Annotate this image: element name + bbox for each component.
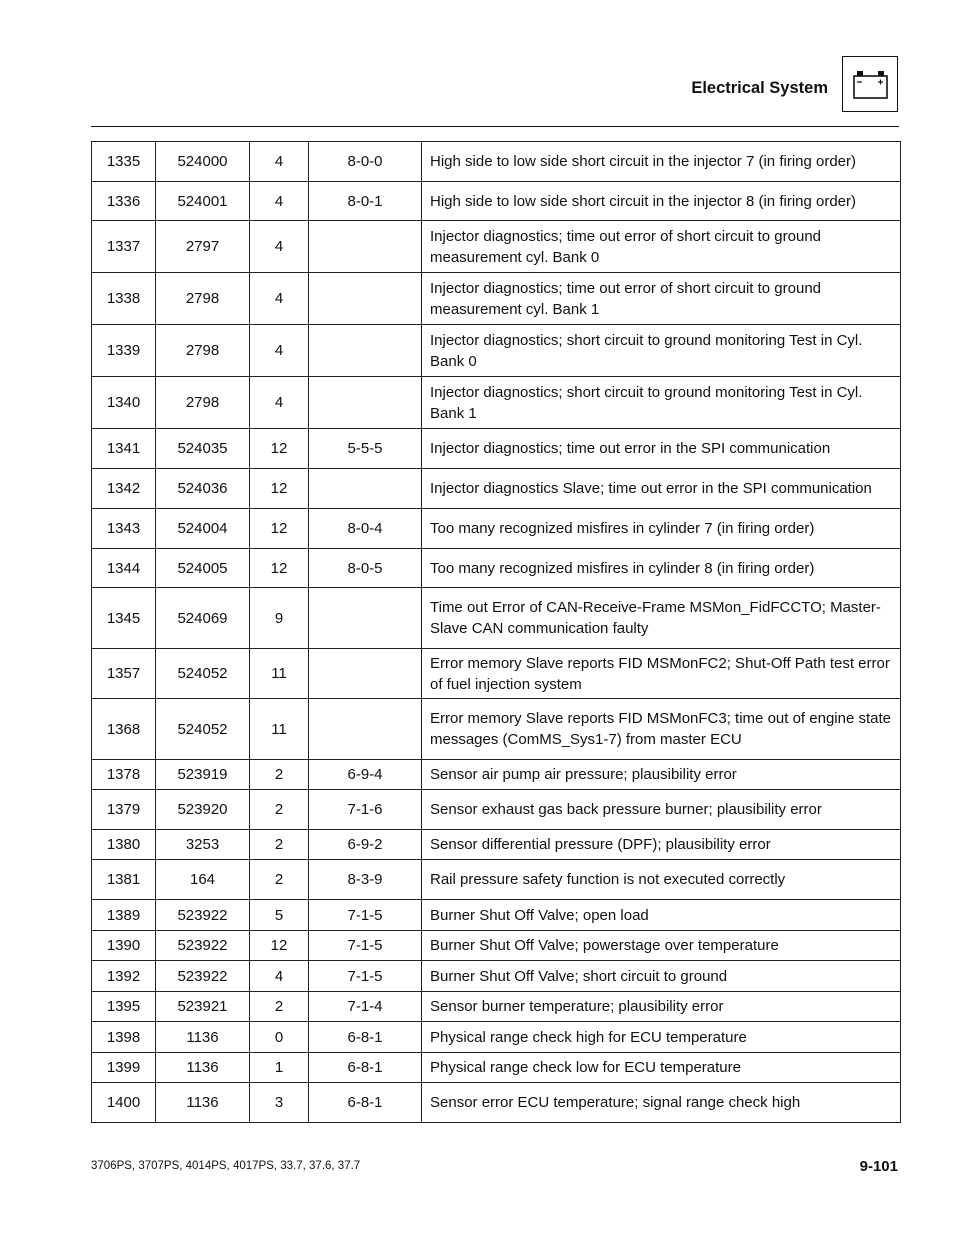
- fault-code-cell: 1368: [92, 699, 156, 760]
- spn-cell: 1136: [156, 1053, 250, 1083]
- page-number: 9-101: [859, 1158, 898, 1175]
- blink-code-cell: 7-1-5: [309, 931, 422, 961]
- description-cell: Sensor error ECU temperature; signal range check high: [422, 1083, 901, 1123]
- description-cell: Error memory Slave reports FID MSMonFC3; time out of engine state messages (ComMS_Sys1-7) from master ECU: [422, 699, 901, 760]
- blink-code-cell: 6-9-4: [309, 760, 422, 790]
- table-row: [92, 900, 901, 931]
- fault-code-cell: 1398: [92, 1022, 156, 1053]
- blink-code-cell: 8-0-1: [309, 182, 422, 221]
- table-row: [92, 790, 901, 830]
- description-cell: Injector diagnostics; short circuit to ground monitoring Test in Cyl. Bank 0: [422, 325, 901, 377]
- table-row: [92, 830, 901, 860]
- fault-code-table: [91, 141, 901, 1123]
- description-cell: Error memory Slave reports FID MSMonFC2; Shut-Off Path test error of fuel injection system: [422, 649, 901, 699]
- blink-code-cell: 6-8-1: [309, 1083, 422, 1123]
- fmi-cell: 0: [250, 1022, 309, 1053]
- spn-cell: 3253: [156, 830, 250, 860]
- table-row: [92, 961, 901, 992]
- table-row: [92, 325, 901, 377]
- footer-models: 3706PS, 3707PS, 4014PS, 4017PS, 33.7, 37.6, 37.7: [91, 1160, 361, 1172]
- spn-cell: 523920: [156, 790, 250, 830]
- table-row: [92, 588, 901, 649]
- spn-cell: 524069: [156, 588, 250, 649]
- spn-cell: 524005: [156, 549, 250, 588]
- fault-code-table-body: [92, 142, 901, 1123]
- fmi-cell: 3: [250, 1083, 309, 1123]
- fmi-cell: 11: [250, 699, 309, 760]
- fmi-cell: 12: [250, 469, 309, 509]
- fault-code-cell: 1395: [92, 992, 156, 1022]
- fmi-cell: 2: [250, 790, 309, 830]
- table-row: [92, 760, 901, 790]
- fmi-cell: 12: [250, 549, 309, 588]
- blink-code-cell: 7-1-4: [309, 992, 422, 1022]
- fault-code-cell: 1338: [92, 273, 156, 325]
- table-row: [92, 549, 901, 588]
- description-cell: Time out Error of CAN-Receive-Frame MSMon_FidFCCTO; Master-Slave CAN communication faulty: [422, 588, 901, 649]
- blink-code-cell: 8-0-0: [309, 142, 422, 182]
- fmi-cell: 9: [250, 588, 309, 649]
- fmi-cell: 4: [250, 182, 309, 221]
- table-row: [92, 649, 901, 699]
- blink-code-cell: 5-5-5: [309, 429, 422, 469]
- description-cell: Sensor air pump air pressure; plausibility error: [422, 760, 901, 790]
- section-title: Electrical System: [691, 79, 828, 97]
- fault-code-cell: 1379: [92, 790, 156, 830]
- table-row: [92, 931, 901, 961]
- fault-code-cell: 1339: [92, 325, 156, 377]
- spn-cell: 2798: [156, 273, 250, 325]
- blink-code-cell: [309, 469, 422, 509]
- fault-code-cell: 1392: [92, 961, 156, 992]
- blink-code-cell: 7-1-5: [309, 900, 422, 931]
- blink-code-cell: 6-8-1: [309, 1022, 422, 1053]
- description-cell: Rail pressure safety function is not executed correctly: [422, 860, 901, 900]
- description-cell: Injector diagnostics; time out error of short circuit to ground measurement cyl. Bank 1: [422, 273, 901, 325]
- description-cell: Sensor exhaust gas back pressure burner; plausibility error: [422, 790, 901, 830]
- spn-cell: 2798: [156, 377, 250, 429]
- blink-code-cell: 8-0-5: [309, 549, 422, 588]
- spn-cell: 524035: [156, 429, 250, 469]
- fmi-cell: 2: [250, 860, 309, 900]
- fault-code-cell: 1335: [92, 142, 156, 182]
- fmi-cell: 1: [250, 1053, 309, 1083]
- spn-cell: 523919: [156, 760, 250, 790]
- description-cell: Too many recognized misfires in cylinder 8 (in firing order): [422, 549, 901, 588]
- fault-code-cell: 1345: [92, 588, 156, 649]
- spn-cell: 524036: [156, 469, 250, 509]
- description-cell: Burner Shut Off Valve; short circuit to ground: [422, 961, 901, 992]
- blink-code-cell: 6-9-2: [309, 830, 422, 860]
- fault-code-cell: 1357: [92, 649, 156, 699]
- fault-code-cell: 1342: [92, 469, 156, 509]
- description-cell: Injector diagnostics; short circuit to ground monitoring Test in Cyl. Bank 1: [422, 377, 901, 429]
- fault-code-cell: 1399: [92, 1053, 156, 1083]
- fmi-cell: 12: [250, 931, 309, 961]
- fault-code-cell: 1343: [92, 509, 156, 549]
- blink-code-cell: 7-1-5: [309, 961, 422, 992]
- fmi-cell: 4: [250, 961, 309, 992]
- description-cell: High side to low side short circuit in the injector 7 (in firing order): [422, 142, 901, 182]
- table-row: [92, 1053, 901, 1083]
- description-cell: Injector diagnostics Slave; time out error in the SPI communication: [422, 469, 901, 509]
- fault-code-cell: 1380: [92, 830, 156, 860]
- spn-cell: 1136: [156, 1083, 250, 1123]
- blink-code-cell: [309, 325, 422, 377]
- spn-cell: 2798: [156, 325, 250, 377]
- fault-code-cell: 1340: [92, 377, 156, 429]
- table-row: [92, 992, 901, 1022]
- spn-cell: 523921: [156, 992, 250, 1022]
- spn-cell: 523922: [156, 961, 250, 992]
- description-cell: Burner Shut Off Valve; open load: [422, 900, 901, 931]
- spn-cell: 524052: [156, 699, 250, 760]
- spn-cell: 1136: [156, 1022, 250, 1053]
- fmi-cell: 11: [250, 649, 309, 699]
- fault-code-cell: 1389: [92, 900, 156, 931]
- fault-code-cell: 1337: [92, 221, 156, 273]
- spn-cell: 164: [156, 860, 250, 900]
- table-row: [92, 377, 901, 429]
- blink-code-cell: 6-8-1: [309, 1053, 422, 1083]
- table-row: [92, 1022, 901, 1053]
- blink-code-cell: [309, 699, 422, 760]
- description-cell: Burner Shut Off Valve; powerstage over temperature: [422, 931, 901, 961]
- table-row: [92, 469, 901, 509]
- fmi-cell: 5: [250, 900, 309, 931]
- spn-cell: 524004: [156, 509, 250, 549]
- description-cell: Sensor differential pressure (DPF); plausibility error: [422, 830, 901, 860]
- fmi-cell: 2: [250, 830, 309, 860]
- spn-cell: 523922: [156, 931, 250, 961]
- fault-code-cell: 1400: [92, 1083, 156, 1123]
- fmi-cell: 2: [250, 992, 309, 1022]
- blink-code-cell: 8-0-4: [309, 509, 422, 549]
- blink-code-cell: 7-1-6: [309, 790, 422, 830]
- blink-code-cell: [309, 273, 422, 325]
- fault-code-cell: 1381: [92, 860, 156, 900]
- description-cell: Physical range check high for ECU temperature: [422, 1022, 901, 1053]
- table-row: [92, 221, 901, 273]
- fault-code-cell: 1336: [92, 182, 156, 221]
- blink-code-cell: [309, 649, 422, 699]
- blink-code-cell: 8-3-9: [309, 860, 422, 900]
- description-cell: Too many recognized misfires in cylinder 7 (in firing order): [422, 509, 901, 549]
- fmi-cell: 4: [250, 325, 309, 377]
- table-row: [92, 182, 901, 221]
- fmi-cell: 4: [250, 142, 309, 182]
- fmi-cell: 2: [250, 760, 309, 790]
- table-row: [92, 860, 901, 900]
- table-row: [92, 509, 901, 549]
- spn-cell: 523922: [156, 900, 250, 931]
- table-row: [92, 273, 901, 325]
- fault-code-cell: 1378: [92, 760, 156, 790]
- blink-code-cell: [309, 588, 422, 649]
- fault-code-cell: 1341: [92, 429, 156, 469]
- battery-icon-graphic: [843, 57, 897, 111]
- description-cell: High side to low side short circuit in the injector 8 (in firing order): [422, 182, 901, 221]
- spn-cell: 524001: [156, 182, 250, 221]
- table-row: [92, 429, 901, 469]
- description-cell: Injector diagnostics; time out error in the SPI communication: [422, 429, 901, 469]
- fmi-cell: 4: [250, 273, 309, 325]
- fmi-cell: 12: [250, 509, 309, 549]
- fmi-cell: 12: [250, 429, 309, 469]
- description-cell: Physical range check low for ECU temperature: [422, 1053, 901, 1083]
- spn-cell: 2797: [156, 221, 250, 273]
- battery-icon: [842, 56, 898, 112]
- description-cell: Sensor burner temperature; plausibility error: [422, 992, 901, 1022]
- blink-code-cell: [309, 377, 422, 429]
- spn-cell: 524000: [156, 142, 250, 182]
- spn-cell: 524052: [156, 649, 250, 699]
- fault-code-cell: 1344: [92, 549, 156, 588]
- description-cell: Injector diagnostics; time out error of short circuit to ground measurement cyl. Bank 0: [422, 221, 901, 273]
- table-row: [92, 142, 901, 182]
- blink-code-cell: [309, 221, 422, 273]
- header-divider: [91, 126, 899, 127]
- fmi-cell: 4: [250, 377, 309, 429]
- fault-code-cell: 1390: [92, 931, 156, 961]
- table-row: [92, 699, 901, 760]
- table-row: [92, 1083, 901, 1123]
- fmi-cell: 4: [250, 221, 309, 273]
